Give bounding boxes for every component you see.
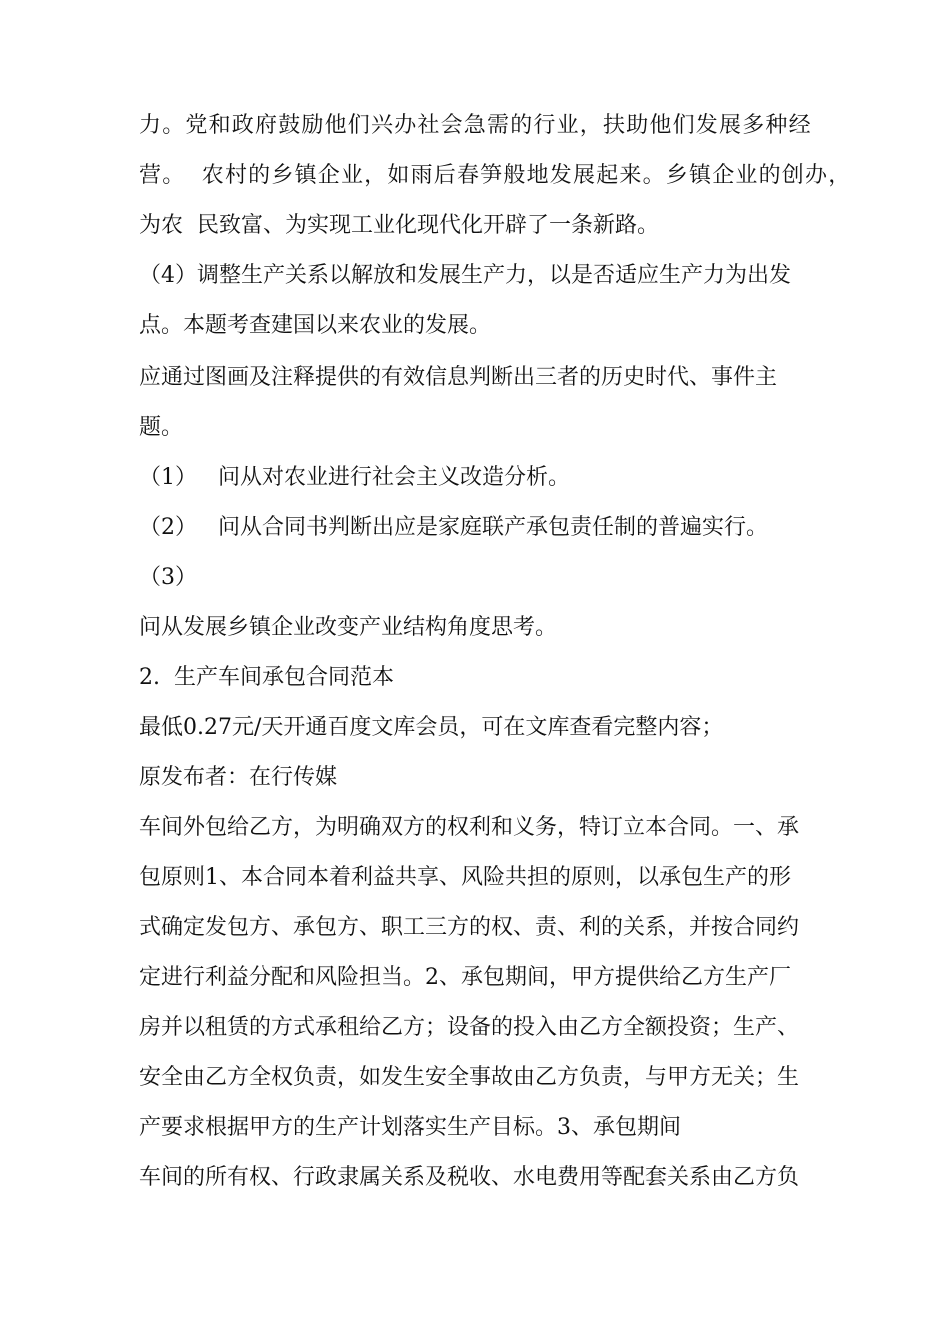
text-line: 点。本题考查建国以来农业的发展。 bbox=[139, 313, 492, 338]
text-line: 房并以租赁的方式承租给乙方；设备的投入由乙方全额投资；生产、 bbox=[139, 1015, 800, 1040]
text-line: 为农 民致富、为实现工业化现代化开辟了一条新路。 bbox=[139, 213, 659, 238]
text-line: 安全由乙方全权负责，如发生安全事故由乙方负责，与甲方无关；生 bbox=[139, 1065, 800, 1090]
text-line: 包原则1、本合同本着利益共享、风险共担的原则，以承包生产的形 bbox=[139, 865, 791, 890]
section-heading: 2. 生产车间承包合同范本 bbox=[139, 665, 394, 690]
text-line: （2） 问从合同书判断出应是家庭联产承包责任制的普遍实行。 bbox=[139, 515, 768, 540]
text-line: 车间外包给乙方，为明确双方的权利和义务，特订立本合同。一、承 bbox=[139, 815, 800, 840]
text-line: 力。党和政府鼓励他们兴办社会急需的行业，扶助他们发展多种经 bbox=[139, 113, 812, 138]
text-line: （1） 问从对农业进行社会主义改造分析。 bbox=[139, 465, 570, 490]
text-line: 定进行利益分配和风险担当。2、承包期间，甲方提供给乙方生产厂 bbox=[139, 965, 791, 990]
text-line: 问从发展乡镇企业改变产业结构角度思考。 bbox=[139, 615, 558, 640]
text-line: 最低0.27元/天开通百度文库会员，可在文库查看完整内容； bbox=[139, 715, 724, 740]
text-line: 原发布者：在行传媒 bbox=[139, 765, 338, 790]
text-line: 产要求根据甲方的生产计划落实生产目标。3、承包期间 bbox=[139, 1115, 681, 1140]
text-line: 车间的所有权、行政隶属关系及税收、水电费用等配套关系由乙方负 bbox=[139, 1165, 800, 1190]
text-line: 营。 农村的乡镇企业，如雨后春笋般地发展起来。乡镇企业的创办， bbox=[139, 163, 852, 188]
text-line: 题。 bbox=[139, 415, 184, 440]
text-line: （4）调整生产关系以解放和发展生产力，以是否适应生产力为出发 bbox=[139, 263, 791, 288]
text-line: （3） bbox=[139, 565, 197, 590]
text-line: 式确定发包方、承包方、职工三方的权、责、利的关系，并按合同约 bbox=[139, 915, 800, 940]
text-line: 应通过图画及注释提供的有效信息判断出三者的历史时代、事件主 bbox=[139, 365, 778, 390]
